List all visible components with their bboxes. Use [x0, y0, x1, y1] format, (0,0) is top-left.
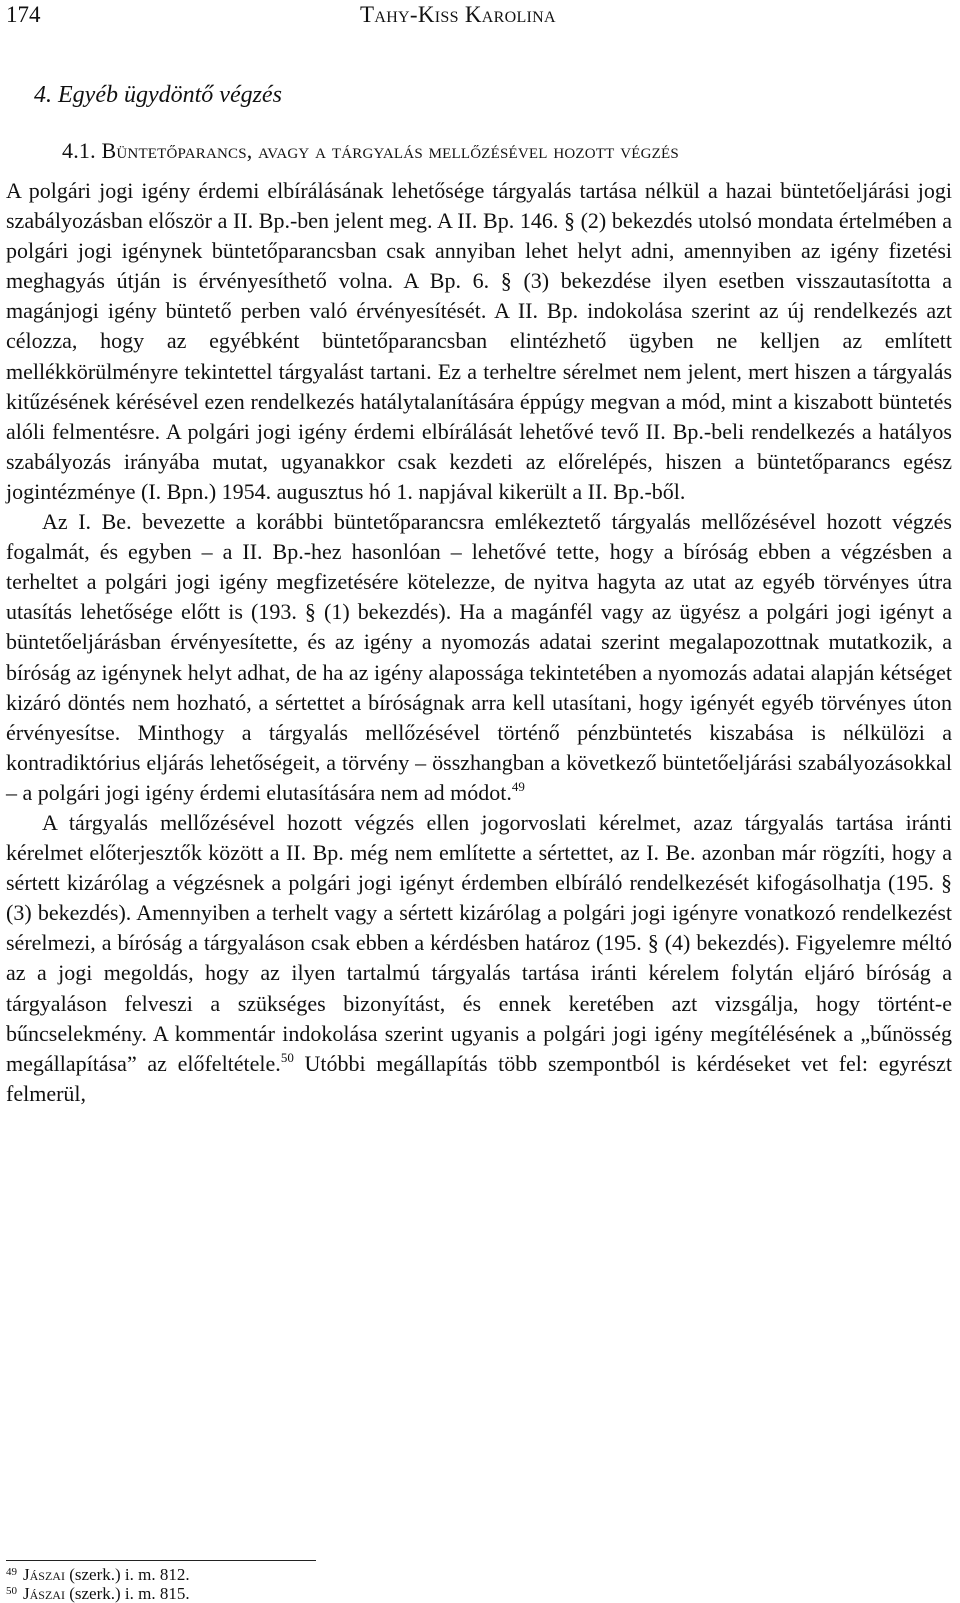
paragraph-1 — [6, 176, 952, 507]
footnote-divider — [6, 1560, 316, 1561]
footnote-ref-50[interactable]: 50 — [280, 1049, 294, 1065]
footnote-text: (szerk.) i. m. 812. — [64, 1565, 190, 1584]
paragraph-tail: Utóbbi megállapítás több szempontból is kérdéseket vet fel: egyrészt felmerül, — [6, 1050, 952, 1106]
running-head: Tahy-Kiss Karolina — [360, 2, 556, 27]
paragraph-text: A tárgyalás mellőzésével hozott végzés ellen jogorvoslati kérelmet, azaz tárgyalás tartása iránti kérelmet előterjesztők között a II. Bp. még nem említette a sértettet, az I. Be. azonban már rögzíti, hogy a sértett kizárólag a végzésnek a polgári jogi igényt érdemben elbíráló rendelkezését kifogásolhatja (195. § (3) bekezdés). Amennyiben a terhelt vagy a sértett kizárólag a polgári jogi igényre vonatkozó rendelkezést sérelmezi, a bíróság a tárgyaláson csak ebben a kérdésben határoz (195. § (4) bekezdés). Figyelemre méltó az a jogi megoldás, hogy az ilyen tartalmú tárgyalás tartása iránti kérelem folytán eljáró bíróság a tárgyaláson felveszi a szükséges bizonyítást, és ennek keretében azt vizsgálja, hogy történt-e bűncselekmény. A kommentár indokolása szerint ugyanis a polgári jogi igény megítélésének a „bűnösség megállapítása” az előfeltétele. — [6, 809, 952, 1076]
footnote-ref-49[interactable]: 49 — [511, 778, 525, 794]
paragraph-text: A polgári jogi igény érdemi elbírálásának lehetősége tárgyalás tartása nélkül a hazai büntetőeljárási jogi szabályozásban először a II. Bp.-ben jelent meg. A II. Bp. 146. § (2) bekezdés utolsó mondata értelmében a polgári jogi igénynek büntetőparancsban csak annyiban lehet helyt adni, amennyiben az igény fizetési meghagyás útján is érvényesíthető volna. A Bp. 6. § (3) bekezdése ilyen esetben visszautasította a magánjogi igény büntető perben való érvényesítését. A II. Bp. indokolása szerint az új rendelkezés azt célozza, hogy az egyébként büntetőparancsban elintézhető ügyben ne kelljen az említett mellékkörülményre tekintettel tárgyalást tartani. Ez a terheltre sérelmet nem jelent, mert hiszen a tárgyalás kitűzésének kérésével ezen rendelkezés hatálytalanítására éppúgy megvan a mód, mint a kiszabott büntetés alóli felmentésre. A polgári jogi igény érdemi elbírálását lehetővé tevő II. Bp.-beli rendelkezés a hatályos szabályozás irányába mutat, ugyanakkor csak kezdeti az előrelépés, hiszen a büntetőparancs egész jogintézménye (I. Bpn.) 1954. augusztus hó 1. napjával kikerült a II. Bp.-ből. — [6, 178, 952, 504]
page-number: 174 — [6, 2, 41, 27]
footnote-text: (szerk.) i. m. 815. — [64, 1584, 190, 1603]
footnote-number: 50 — [6, 1585, 17, 1597]
paragraph-text: Az I. Be. bevezette a korábbi büntetőparancsra emlékeztető tárgyalás mellőzésével hozott végzés fogalmát, és egyben – a II. Bp.-hez hasonlóan – lehetővé tette, hogy a bíróság ebben a végzésben a terheltet a polgári jogi igény megfizetésére kötelezze, de nyitva hagyta az utat az egyéb törvényes útra utasítás lehetősége előtt is (193. § (1) bekezdés). Ha a magánfél vagy az ügyész a polgári jogi igényt a büntetőeljárásban érvényesítette, és az igény a nyomozás adatai szerint megalapozottnak mutatkozik, a bíróság az igénynek helyt adhat, de ha az igény alapossága tekintetében a nyomozás adatai alapján kétséget kizáró döntés nem hozható, a sértettet a bíróságnak arra kell utasítani, hogy igényét egyéb törvényes úton érvényesítse. Minthogy a tárgyalás mellőzésével történő pénzbüntetés kiszabása is nélkülözi a kontradiktórius eljárás lehetőségeit, a törvény – összhangban a következő büntetőeljárási szabályozásokkal – a polgári jogi igény érdemi elutasítására nem ad módot. — [6, 509, 952, 805]
footnote-49 — [6, 1564, 190, 1583]
paragraph-2 — [6, 507, 952, 808]
footnote-author: Jászai — [23, 1565, 65, 1584]
footnote-author: Jászai — [23, 1584, 65, 1603]
footnotes — [6, 1564, 190, 1602]
paragraph-3 — [6, 808, 952, 1109]
body-text — [6, 176, 952, 1109]
footnote-50 — [6, 1583, 190, 1602]
subsection-heading: 4.1. Büntetőparancs, avagy a tárgyalás mellőzésével hozott végzés — [62, 138, 679, 163]
section-heading: 4. Egyéb ügydöntő végzés — [34, 82, 282, 108]
footnote-number: 49 — [6, 1566, 17, 1578]
page-header — [0, 0, 960, 40]
